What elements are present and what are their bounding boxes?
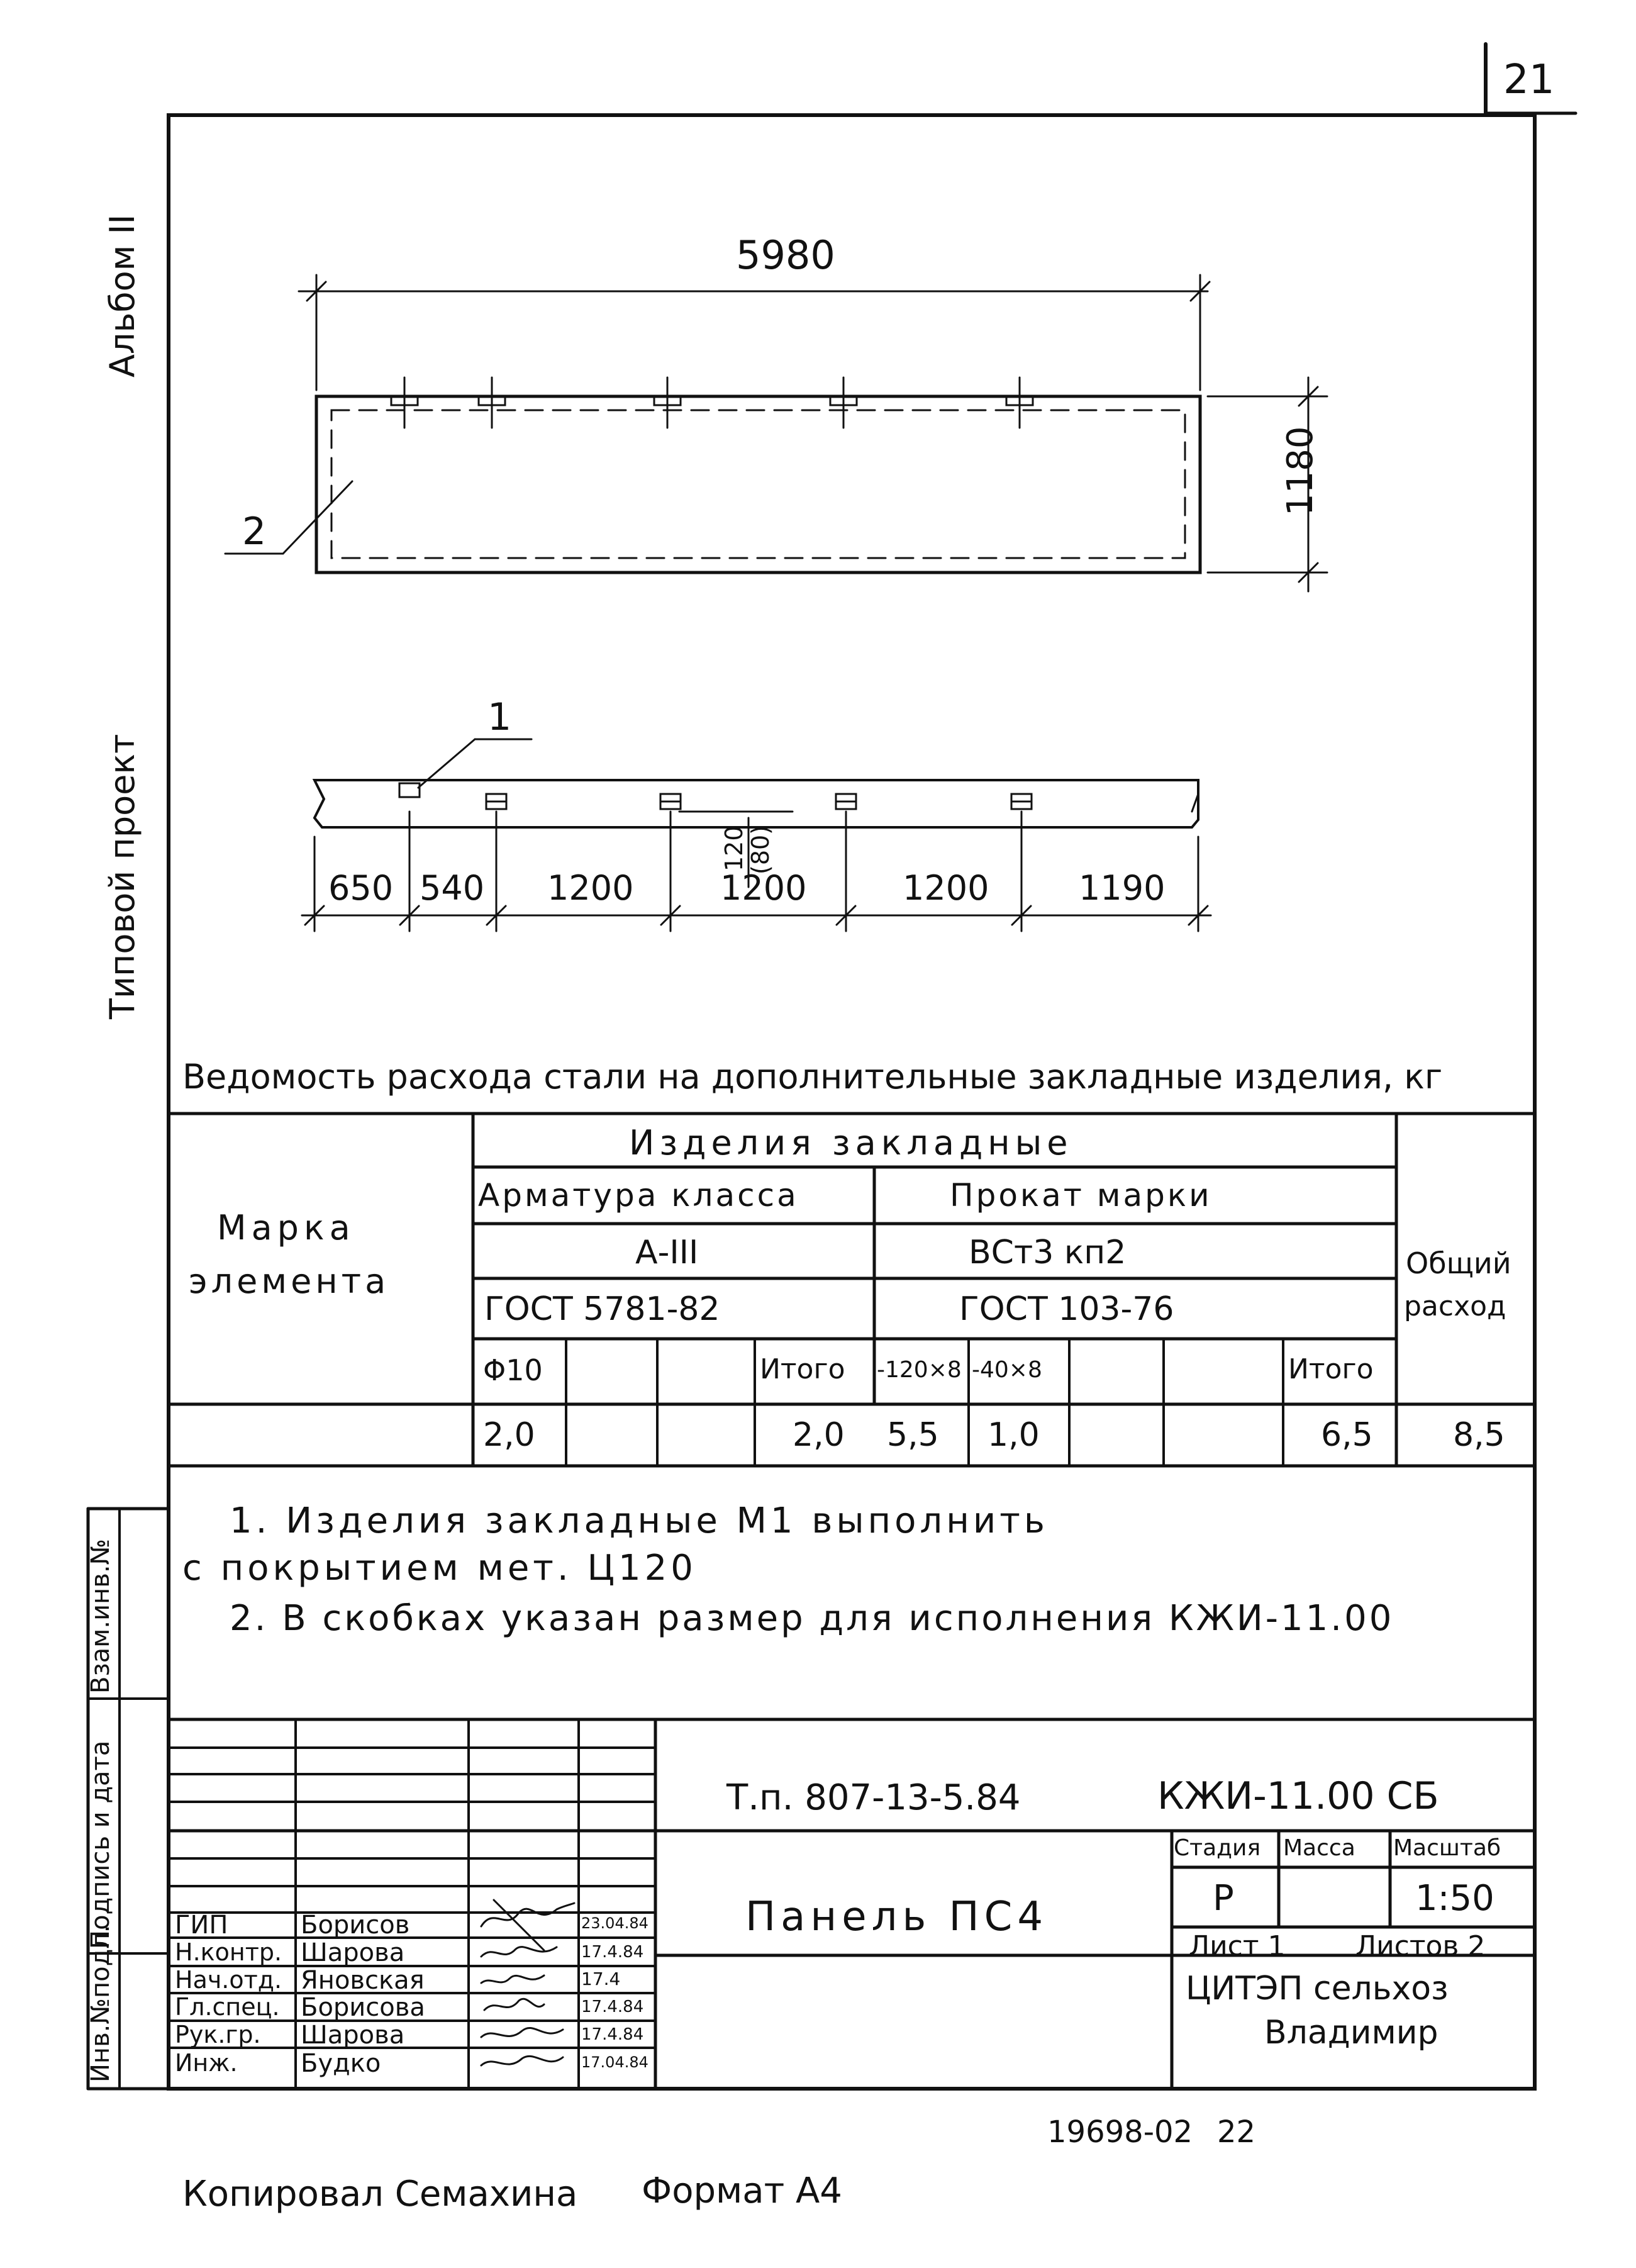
value-rebar-total: 2,0 (793, 1416, 845, 1454)
rolled-gost: ГОСТ 103-76 (959, 1290, 1174, 1328)
staff-date-nachotd: 17.4 (581, 1969, 621, 1989)
staff-date-gip: 23.04.84 (581, 1914, 648, 1932)
subheader-rolled-total: Итого (1288, 1353, 1374, 1385)
table-title: Ведомость расхода стали на дополнительные закладные изделия, кг (182, 1057, 1443, 1097)
dim-spacing-2: 540 (420, 868, 485, 908)
staff-role-nachotd: Нач.отд. (175, 1966, 282, 1994)
stage-value: Р (1213, 1878, 1234, 1919)
typical-project-label: Типовой проект (103, 734, 142, 1019)
organization-line2: Владимир (1264, 2014, 1438, 2052)
subheader-strip-120x8: -120×8 (877, 1357, 962, 1383)
staff-name-gip: Борисов (301, 1911, 410, 1940)
staff-role-nkontr: Н.контр. (175, 1938, 282, 1966)
staff-name-rukgr: Шарова (301, 2021, 405, 2050)
total-header-line2: расход (1404, 1290, 1506, 1322)
stage-label: Стадия (1174, 1835, 1261, 1861)
group-header: Изделия закладные (629, 1123, 1073, 1163)
dim-spacing-5: 1200 (903, 868, 989, 908)
stamp-col-signature-date: Подпись и дата (86, 1740, 115, 1949)
organization-line1: ЦИТЭП сельхоз (1186, 1970, 1449, 2008)
staff-name-nkontr: Шарова (301, 1938, 405, 1967)
stamp-col-vzam-inv: Взам.инв.№ (86, 1538, 115, 1694)
staff-role-inzh: Инж. (175, 2049, 238, 2077)
staff-date-glspec: 17.4.84 (581, 1997, 644, 2016)
callout-2: 2 (242, 510, 267, 554)
staff-role-gip: ГИП (175, 1911, 228, 1940)
staff-name-nachotd: Яновская (301, 1966, 425, 1995)
rebar-class-label: Арматура класса (478, 1177, 799, 1214)
album-label: Альбом II (103, 214, 142, 377)
dim-spacing-6: 1190 (1079, 868, 1166, 908)
subheader-strip-40x8: -40×8 (972, 1357, 1042, 1383)
document-code: КЖИ-11.00 СБ (1157, 1774, 1439, 1818)
note-1-cont: с покрытием мет. Ц120 (182, 1548, 697, 1589)
staff-date-inzh: 17.04.84 (581, 2053, 648, 2071)
copied-by: Копировал Семахина (182, 2174, 578, 2215)
sheet-label: Лист 1 (1189, 1930, 1286, 1962)
dim-spacing-1: 650 (328, 868, 394, 908)
note-2: 2. В скобках указан размер для исполнения КЖИ-11.00 (230, 1598, 1394, 1639)
subheader-phi10: Φ10 (483, 1353, 543, 1387)
paper-format: Формат А4 (642, 2170, 842, 2211)
signatures (469, 1881, 582, 2089)
archive-number: 19698-02 (1047, 2114, 1193, 2150)
rolled-grade-value: ВСт3 кп2 (969, 1234, 1127, 1271)
dim-offset-main: 120 (720, 825, 748, 871)
total-header-line1: Общий (1406, 1246, 1511, 1280)
dim-spacing-4: 1200 (720, 868, 807, 908)
value-rolled-total: 6,5 (1321, 1416, 1373, 1454)
sheet-number: 21 (1503, 57, 1555, 103)
rebar-class-value: А-III (635, 1234, 699, 1271)
value-strip-40x8: 1,0 (988, 1416, 1040, 1454)
dim-spacing-3: 1200 (547, 868, 634, 908)
staff-name-glspec: Борисова (301, 1993, 425, 2022)
staff-role-rukgr: Рук.гр. (175, 2021, 261, 2048)
col-mark-line1: Марка (217, 1208, 355, 1248)
callout-1: 1 (487, 695, 512, 739)
dim-overall-length: 5980 (736, 232, 835, 278)
rolled-grade-label: Прокат марки (950, 1177, 1212, 1214)
scale-value: 1:50 (1415, 1878, 1494, 1919)
note-1: 1. Изделия закладные М1 выполнить (230, 1500, 1049, 1541)
drawing-name: Панель ПС4 (745, 1894, 1049, 1940)
value-strip-120x8: 5,5 (887, 1416, 939, 1454)
dim-offset-alt: (80) (747, 825, 774, 874)
rebar-gost: ГОСТ 5781-82 (484, 1290, 720, 1328)
staff-role-glspec: Гл.спец. (175, 1993, 280, 2021)
sheets-label: Листов 2 (1355, 1930, 1486, 1962)
staff-date-nkontr: 17.4.84 (581, 1943, 644, 1962)
archive-page: 22 (1217, 2114, 1256, 2150)
col-mark-line2: элемента (189, 1261, 390, 1301)
project-number: Т.п. 807-13-5.84 (726, 1777, 1021, 1818)
value-phi10: 2,0 (483, 1416, 535, 1454)
scale-label: Масштаб (1393, 1835, 1501, 1861)
dim-panel-height: 1180 (1280, 426, 1321, 516)
staff-name-inzh: Будко (301, 2049, 381, 2078)
stamp-col-inv-podl: Инв.№подл. (86, 1924, 115, 2082)
value-grand-total: 8,5 (1453, 1416, 1505, 1454)
subheader-rebar-total: Итого (760, 1353, 845, 1385)
staff-date-rukgr: 17.4.84 (581, 2025, 644, 2044)
mass-label: Масса (1283, 1835, 1355, 1861)
